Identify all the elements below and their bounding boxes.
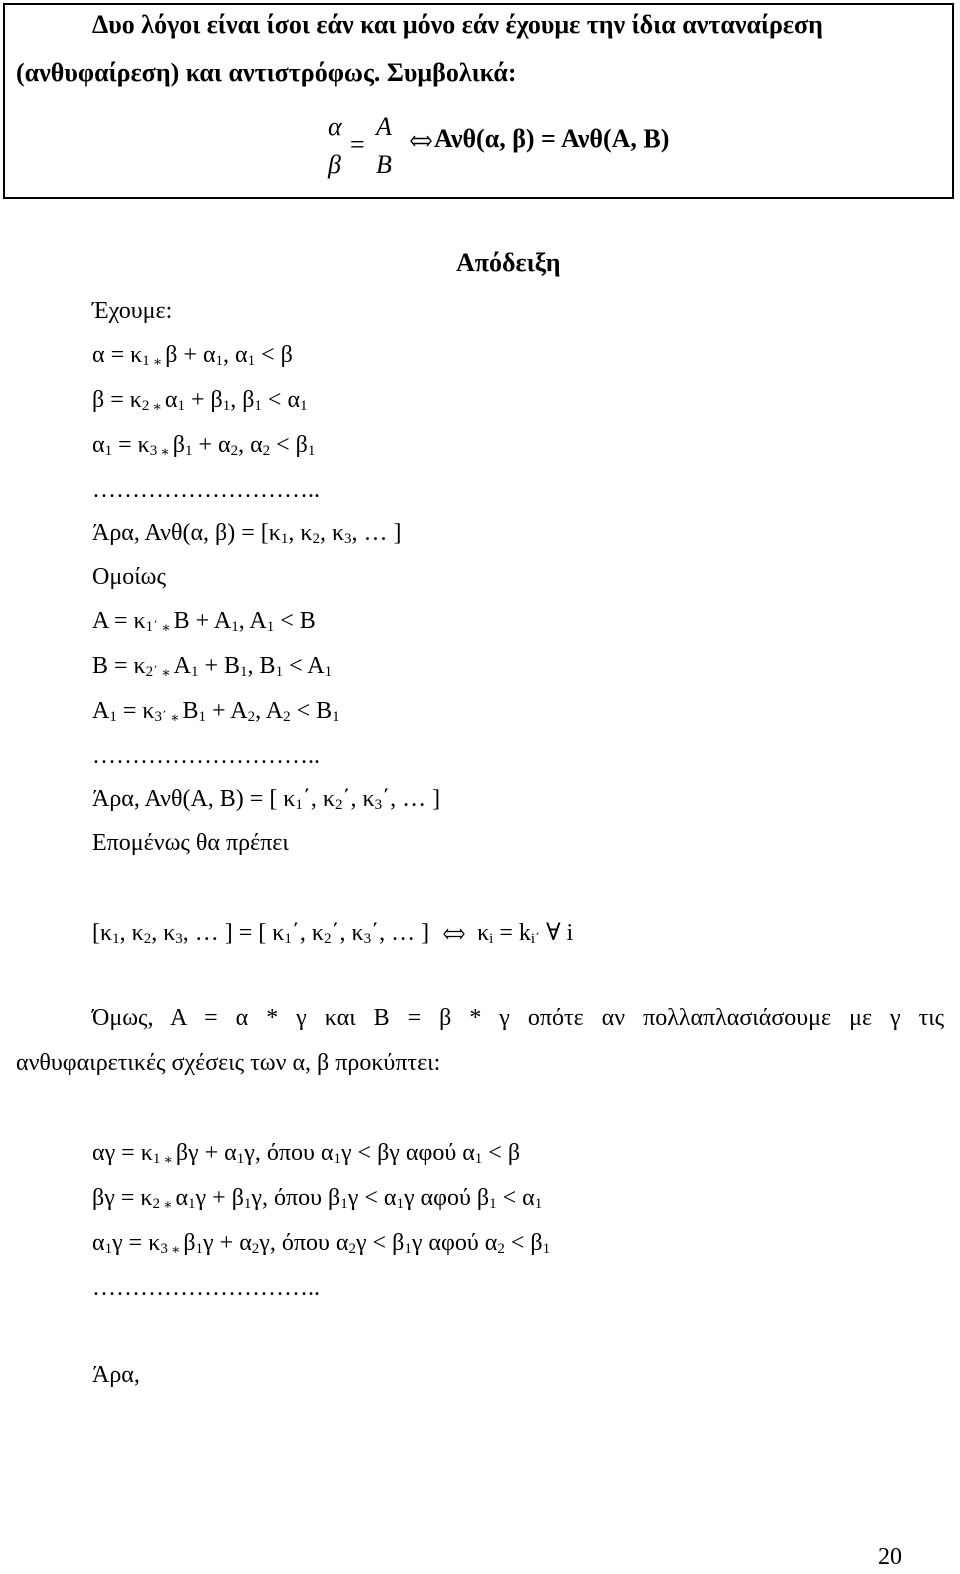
seq1-line-3: $\alpha_1 = \kappa_3$ ∗ $\beta_1 + \alpha_2$, $\alpha_2 < \beta_1$: [92, 432, 316, 460]
seq2-line-1: $A = \kappa_{1΄}$ ∗ $B + A_1$, $A_1 < B$: [92, 608, 316, 636]
seq1-line-2: $\beta = \kappa_2$ ∗ $\alpha_1 + \beta_1$, $\beta_1 < \alpha_1$: [92, 387, 308, 415]
seq2-line-2: $B = \kappa_{2΄}$ ∗ $A_1 + B_1$, $B_1 < A_1$: [92, 653, 333, 681]
page-number: 20: [878, 1544, 902, 1570]
frac-numerator-right: A: [376, 112, 392, 141]
asterisk-icon: ∗: [161, 666, 171, 681]
hence-1: Άρα, Ανθ(α, $\beta) = [\kappa_1$, $\kappa_2$, $\kappa_3$, … ]: [92, 520, 402, 547]
asterisk-icon: ∗: [162, 1198, 173, 1213]
hence-2: Άρα, Ανθ(Α, Β) = [ $\kappa_1΄$, $\kappa_2΄$, $\kappa_3΄$, … ]: [92, 786, 441, 813]
seq2-line-3: $A_1 = \kappa_{3΄}$ ∗ $B_1 + A_2$, $A_2 < B_1$: [92, 698, 340, 726]
ellipsis-row-1: ………………………..: [92, 477, 320, 503]
seq3-line-3: $\alpha_1\gamma = \kappa_3$ ∗ $\beta_1\gamma + \alpha_2\gamma$, όπου $\alpha_2\gamma < \beta_1\gamma$ αφού $\alpha_2 < \beta_1$: [92, 1230, 551, 1258]
we-have-label: Έχουμε:: [92, 298, 173, 324]
ellipsis-row-3: ………………………..: [92, 1275, 320, 1301]
ratio-equation: [322, 112, 404, 182]
asterisk-icon: ∗: [163, 1153, 173, 1168]
equivalence-statement: [410, 124, 669, 154]
asterisk-icon: ∗: [152, 355, 163, 370]
frac-numerator-left: α: [328, 112, 342, 141]
frac-equals: =: [350, 130, 365, 159]
seq3-line-1: $\alpha\gamma = \kappa_1$ ∗ $\beta\gamma + \alpha_1\gamma$, όπου $\alpha_1\gamma < \beta\gamma$ αφού $\alpha_1 < \beta$: [92, 1140, 521, 1168]
hence-3: Άρα,: [92, 1362, 140, 1388]
ellipsis-row-2: ………………………..: [92, 743, 320, 769]
asterisk-icon: ∗: [170, 1243, 181, 1258]
seq3-line-2: $\beta\gamma = \kappa_2$ ∗ $\alpha_1\gamma + \beta_1\gamma$, όπου $\beta_1\gamma < \alpha_1\gamma$ αφού $\beta_1 < \alpha_1$: [92, 1185, 543, 1213]
similarly-label: Ομοίως: [92, 564, 166, 590]
left-right-double-arrow-icon: [410, 134, 432, 148]
asterisk-icon: ∗: [161, 621, 171, 636]
asterisk-icon: ∗: [169, 711, 180, 726]
left-right-double-arrow-icon: [443, 927, 465, 941]
frac-denominator-left: β: [328, 150, 341, 179]
therefore-label: Επομένως θα πρέπει: [92, 830, 289, 856]
theorem-line-1: Δυο λόγοι είναι ίσοι εάν και μόνο εάν έχουμε την ίδια ανταναίρεση: [92, 10, 823, 39]
frac-denominator-right: B: [376, 150, 392, 179]
asterisk-icon: ∗: [160, 445, 170, 460]
equivalence-condition: [$\kappa_1$, $\kappa_2$, $\kappa_3$, … ] = [ $\kappa_1΄$, $\kappa_2΄$, $\kappa_3΄$, … ] $\kappa_i = k_{i΄}$ ∀ i: [92, 920, 574, 947]
asterisk-icon: ∗: [152, 400, 162, 415]
equivalence-text: Ανθ(α, β) = Ανθ(Α, Β): [434, 124, 670, 153]
proof-title: Απόδειξη: [456, 248, 561, 277]
however-paragraph-line-2: ανθυφαιρετικές σχέσεις των α, β προκύπτει:: [16, 1050, 441, 1076]
however-paragraph-line-1: Όμως, Α = α * γ και Β = β * γ οπότε αν πολλαπλασιάσουμε με γ τις: [92, 1005, 945, 1031]
seq1-line-1: $\alpha = \kappa_1$ ∗ $\beta + \alpha_1$, $\alpha_1 < \beta$: [92, 342, 293, 370]
theorem-line-2: (ανθυφαίρεση) και αντιστρόφως. Συμβολικά:: [16, 58, 517, 87]
